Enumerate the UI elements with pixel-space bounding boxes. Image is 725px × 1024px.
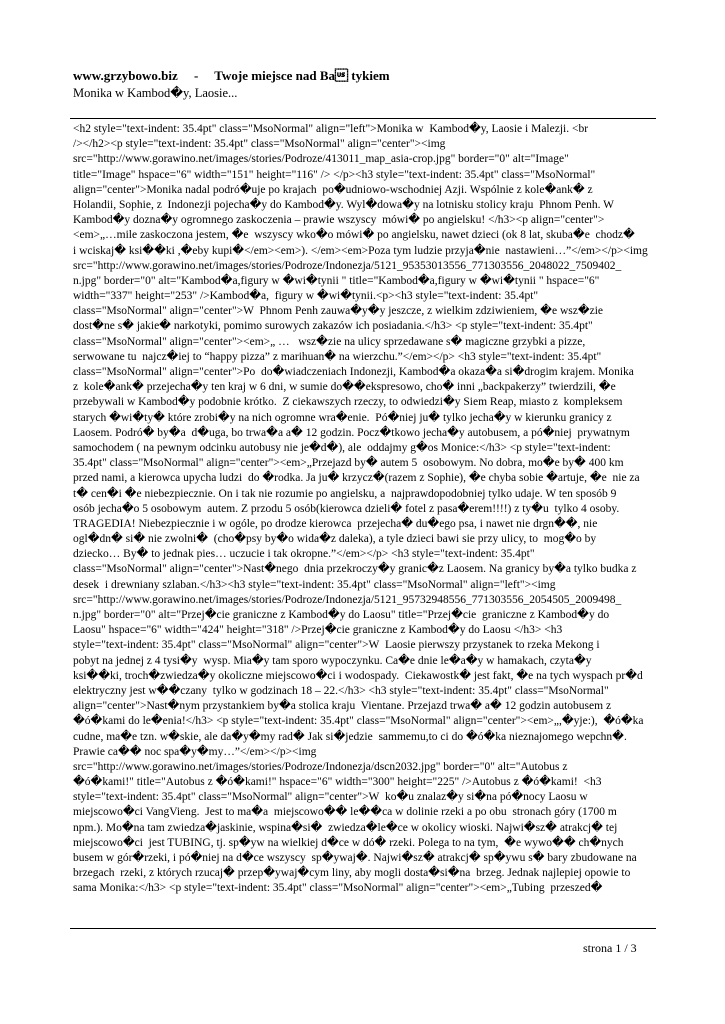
body-line: <em>„…mile zaskoczona jestem, �e wszyscy wko�o mówi� po angielsku, nawet dzieci (ok 8 lat, skuba�e chodz� bbox=[73, 229, 635, 242]
body-line: Prawie ca�� noc spa�y�my…”</em></p><img bbox=[73, 745, 317, 758]
body-line: dziecko… By� to jednak pies… uczucie i tak okropne.”</em></p> <h3 style="text-indent: 35.4pt" bbox=[73, 548, 535, 561]
body-line: width="337" height="253" />Kambod�a, figury w �wi�tynii.<p><h3 style="text-indent: 35.4pt" bbox=[73, 290, 539, 303]
body-line: miejscowo�ci jest TUBING, tj. sp�yw na wielkiej d�ce w dó� rzeki. Polega to na tym, �e wywo�� ch�nych bbox=[73, 836, 624, 849]
body-line: brzegach rzeki, z których rzucaj� przep�ywaj�cym liny, aby mogli dosta�si�na brzeg. Jednak najlepiej opowie to bbox=[73, 867, 631, 880]
body-line: busem w gór�rzeki, i pó�niej na d�ce wszyscy sp�ywaj�. Najwi�sz� atrakcj� sp�ywu s� bary zbudowane na bbox=[73, 852, 637, 864]
body-line: miejscowo�ci VangVieng. Jest to ma�a miejscowo�� le��ca w dolinie rzeki a po obu stronach góry (1700 m bbox=[73, 806, 617, 819]
body-line: ksi��ki, troch�zwiedza�y okoliczne miejscowo�ci i wodospady. Ciekawostk� jest fakt, �e na tych wyspach pr�d bbox=[73, 669, 643, 682]
page-number: strona 1 / 3 bbox=[583, 941, 637, 955]
body-line: style="text-indent: 35.4pt" class="MsoNormal" align="center">W ko�u znalaz�y si�na pó�nocy Laosu w bbox=[73, 791, 588, 804]
body-line: n.jpg" border="0" alt="Przej�cie graniczne z Kambod�y do Laosu" title="Przej�cie graniczne z Kambod�y do bbox=[73, 609, 610, 621]
body-line: Laosem. Podró� by�a d�uga, bo trwa�a a� 12 godzin. Pocz�tkowo jecha�y autobusem, a pó�niej prywatnym bbox=[73, 426, 630, 439]
body-line: cudne, ma�e tzn. w�skie, ale da�y�my rad� Jak si�jedzie sammemu,to ci do �ó�ka nieznajomego wepchn�. bbox=[73, 730, 627, 743]
body-line: npm.). Mo�na tam zwiedza�jaskinie, wspina�si� zwiedza�le�ce w okolicy wioski. Najwi�sz� atrakcj� tej bbox=[73, 821, 618, 834]
body-line: src="http://www.gorawino.net/images/stories/Podroze/413011_map_asia-crop.jpg" border="0" alt="Image" bbox=[73, 153, 569, 166]
body-line: samochodem ( na pewnym odcinku autobusy nie je�d�), ale oddajmy g�os Monice:</h3> <p style="text-indent: bbox=[73, 441, 611, 454]
body-line: �ó�kami do le�enia!</h3> <p style="text-indent: 35.4pt" class="MsoNormal" align="center"><em>„,�yje:), �ó�ka bbox=[73, 715, 644, 728]
body-line: starych �wi�ty� które zrobi�y na nich ogromne wra�enie. Pó�niej ju� tylko jecha�y w kierunku granicy z bbox=[73, 411, 612, 424]
body-line: class="MsoNormal" align="center">Po do�wiadczeniach Indonezji, Kambod�a okaza�a si�drogim krajem. Monika bbox=[73, 366, 634, 378]
body-line: class="MsoNormal" align="center">W Phnom Penh zauwa�y�y jeszcze, z wielkim zdziwieniem, �e wsz�zie bbox=[73, 305, 604, 318]
site-title: www.grzybowo.biz - Twoje miejsce nad Ba tykiem bbox=[73, 68, 390, 83]
body-line: Kambod�y dozna�y ogromnego zaskoczenia – prawie wszyscy mówi� po angielsku! </h3><p align="center"> bbox=[73, 214, 605, 227]
body-line: class="MsoNormal" align="center"><em>„ … wsz�zie na ulicy sprzedawane s� magiczne grzybki a pizze, bbox=[73, 335, 586, 348]
body-line: class="MsoNormal" align="center">Nast�nego dnia przekroczy�y granic�z Laosem. Na granicy by�a tylko budka z bbox=[73, 563, 637, 576]
body-line: z kole�ank� przejecha�y ten kraj w 6 dni, w sumie do��ekspresowo, cho� inni „backpakerzy” twierdzili, �e bbox=[73, 381, 616, 394]
body-line: align="center">Monika nadal podró�uje po krajach po�udniowo-wschodniej Azji. Wspólnie z kole�ank� z bbox=[73, 183, 593, 196]
body-line: sama Monika:</h3> <p style="text-indent: 35.4pt" class="MsoNormal" align="center"><em>„Tubing przeszed� bbox=[73, 882, 603, 895]
body-line: Laosu" hspace="6" width="424" height="318" />Przej�cie graniczne z Kambod�y do Laosu </h3> <h3 bbox=[73, 624, 563, 637]
body-line: TRAGEDIA! Niebezpiecznie i w ogóle, po drodze kierowca przejecha� du�ego psa, i nawet nie drgn��, nie bbox=[73, 517, 598, 530]
body-line: Holandii, Sophie, z Indonezji pojecha�y do Kambod�y. Wyl�dowa�y na lotnisku stolicy kraju Phnom Penh. W bbox=[73, 198, 615, 211]
body-line: pobyt na jednej z 4 tysi�y wysp. Mia�y tam sporo wypoczynku. Ca�e dnie le�a�y w hamakach, czyta�y bbox=[73, 654, 592, 667]
header-divider bbox=[70, 118, 656, 119]
body-line: serwowane tu najcz�iej to “happy pizza” z marihuan� na wierzchu.”</em></p> <h3 style="text-indent: 35.4pt" bbox=[73, 350, 602, 363]
body-line: 35.4pt" class="MsoNormal" align="center"><em>„Przejazd by� autem 5 osobowym. No dobra, mo�e by� 400 km bbox=[73, 457, 624, 470]
body-line: align="center">Nast�nym przystankiem by�a stolica kraju Vientane. Przejazd trwa� a� 12 godzin autobusem z bbox=[73, 700, 612, 713]
footer-divider bbox=[70, 928, 656, 929]
body-line: osób jecha�o 5 osobowym autem. Z przodu 5 osób(kierowca dzieli� fotel z pasa�erem!!!!) z ty�u tylko 4 osoby. bbox=[73, 502, 620, 515]
body-line: src="http://www.gorawino.net/images/stories/Podroze/Indonezja/5121_95353013556_771303556_2048022_7509402_ bbox=[73, 259, 622, 272]
body-line: n.jpg" border="0" alt="Kambod�a,figury w �wi�tynii " title="Kambod�a,figury w �wi�tynii " hspace="6" bbox=[73, 274, 600, 287]
body-line: src="http://www.gorawino.net/images/stories/Podroze/Indonezja/dscn2032.jpg" border="0" alt="Autobus z bbox=[73, 760, 568, 773]
body-line: elektryczny jest w��czany tylko w godzinach 18 – 22.</h3> <h3 style="text-indent: 35.4pt" class="MsoNormal" bbox=[73, 684, 609, 697]
body-line: i wciskaj� ksi��ki ,�eby kupi�</em><em>). </em><em>Poza tym ludzie przyja�nie nastawieni…”</em></p><img bbox=[73, 244, 648, 257]
body-line: /></h2><p style="text-indent: 35.4pt" class="MsoNormal" align="center"><img bbox=[73, 138, 446, 151]
body-line: ogl�dn� si� nie zwolni� (cho�psy by�o wida�z daleka), a tyle dzieci bawi sie przy ulicy, to mog�o by bbox=[73, 533, 597, 546]
body-line: dost�ne s� jakie� narkotyki, pomimo surowych zakazów ich posiadania.</h3> <p style="text-indent: 35.4pt" bbox=[73, 320, 593, 333]
document-subtitle: Monika w Kambod�y, Laosie... bbox=[73, 86, 238, 100]
body-line: title="Image" hspace="6" width="151" height="116" /> </p><h3 style="text-indent: 35.4pt" class="MsoNormal" bbox=[73, 168, 596, 181]
body-text bbox=[73, 122, 659, 897]
body-line: src="http://www.gorawino.net/images/stories/Podroze/Indonezja/5121_95732948556_771303556_2054505_2009498_ bbox=[73, 593, 622, 606]
body-line: �ó�kami!" title="Autobus z �ó�kami!" hspace="6" width="300" height="225" />Autobus z �ó�kami! <h3 bbox=[73, 776, 602, 789]
body-line: style="text-indent: 35.4pt" class="MsoNormal" align="center">W Laosie pierwszy przystanek to rzeka Mekong i bbox=[73, 639, 600, 652]
body-line: t� cen�i �e niebezpiecznie. On i tak nie rozumie po angielsku, a najprawdopodobniej tylko udaje. W ten sposób 9 bbox=[73, 487, 617, 500]
body-line: przebywali w Kambod�y podobnie krótko. Z ciekawszych rzeczy, to odwiedzi�y Siem Reap, miasto z kompleksem bbox=[73, 396, 623, 409]
body-line: <h2 style="text-indent: 35.4pt" class="MsoNormal" align="left">Monika w Kambod�y, Laosie i Malezji. <br bbox=[73, 123, 589, 135]
body-line: przed nami, a kierowca upycha ludzi do �rodka. Ja ju� krzycz�(razem z Sophie), �e chyba sobie �artuje, �e nie za bbox=[73, 472, 640, 485]
body-line: desek i drewniany szlaban.</h3><h3 style="text-indent: 35.4pt" class="MsoNormal" align="left"><img bbox=[73, 578, 556, 591]
